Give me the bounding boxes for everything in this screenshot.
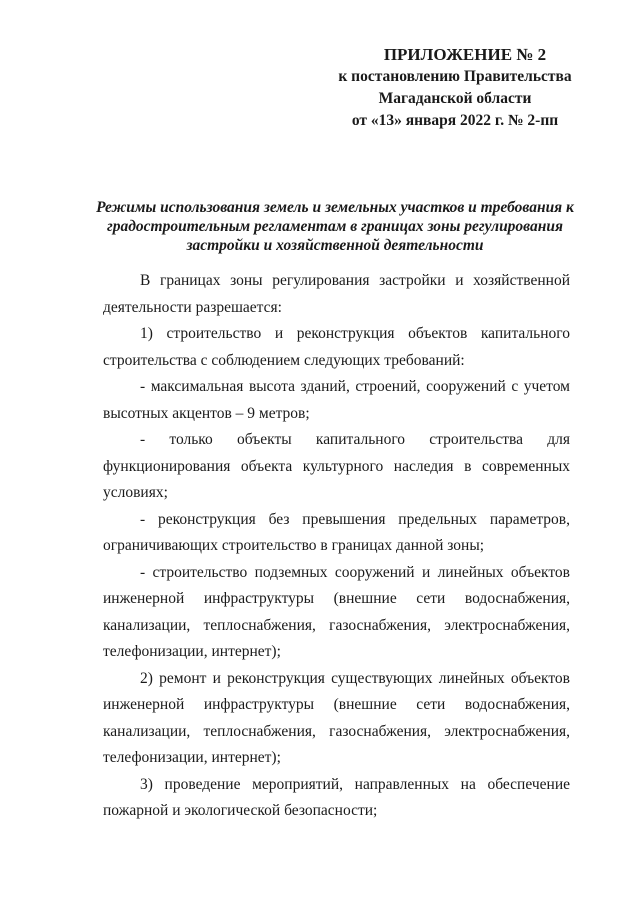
appendix-title: ПРИЛОЖЕНИЕ № 2 (383, 45, 547, 64)
appendix-line-region: Магаданской области (378, 90, 532, 107)
document-title: Режимы использования земель и земельных участков и требования к градостроительным регламентам в границах зоны регулирования застройки и хозяйственной деятельности (96, 199, 574, 254)
document-body (103, 268, 570, 825)
body-paragraph: 3) проведение мероприятий, направленных на обеспечение пожарной и экологической безопасности; (103, 775, 570, 819)
body-paragraph: 2) ремонт и реконструкция существующих линейных объектов инженерной инфраструктуры (внешние сети водоснабжения, канализации, теплоснабжения, газоснабжения, электроснабжения, телефонизации, интернет); (103, 669, 570, 766)
appendix-line-resolution: к постановлению Правительства (338, 68, 572, 85)
appendix-line-date: от «13» января 2022 г. № 2-пп (351, 112, 559, 129)
appendix-header (300, 44, 610, 132)
body-paragraph: В границах зоны регулирования застройки и хозяйственной деятельности разрешается: (103, 272, 570, 316)
body-paragraph: 1) строительство и реконструкция объектов капитального строительства с соблюдением следующих требований: (103, 325, 570, 369)
body-paragraph: - только объекты капитального строительства для функционирования объекта культурного наследия в современных условиях; (103, 431, 570, 501)
body-paragraph: - реконструкция без превышения предельных параметров, ограничивающих строительство в границах данной зоны; (103, 510, 570, 554)
body-paragraph: - максимальная высота зданий, строений, сооружений с учетом высотных акцентов – 9 метров; (103, 378, 570, 422)
body-paragraph: - строительство подземных сооружений и линейных объектов инженерной инфраструктуры (внешние сети водоснабжения, канализации, теплоснабжения, газоснабжения, электроснабжения, телефонизации, интернет); (103, 563, 570, 660)
